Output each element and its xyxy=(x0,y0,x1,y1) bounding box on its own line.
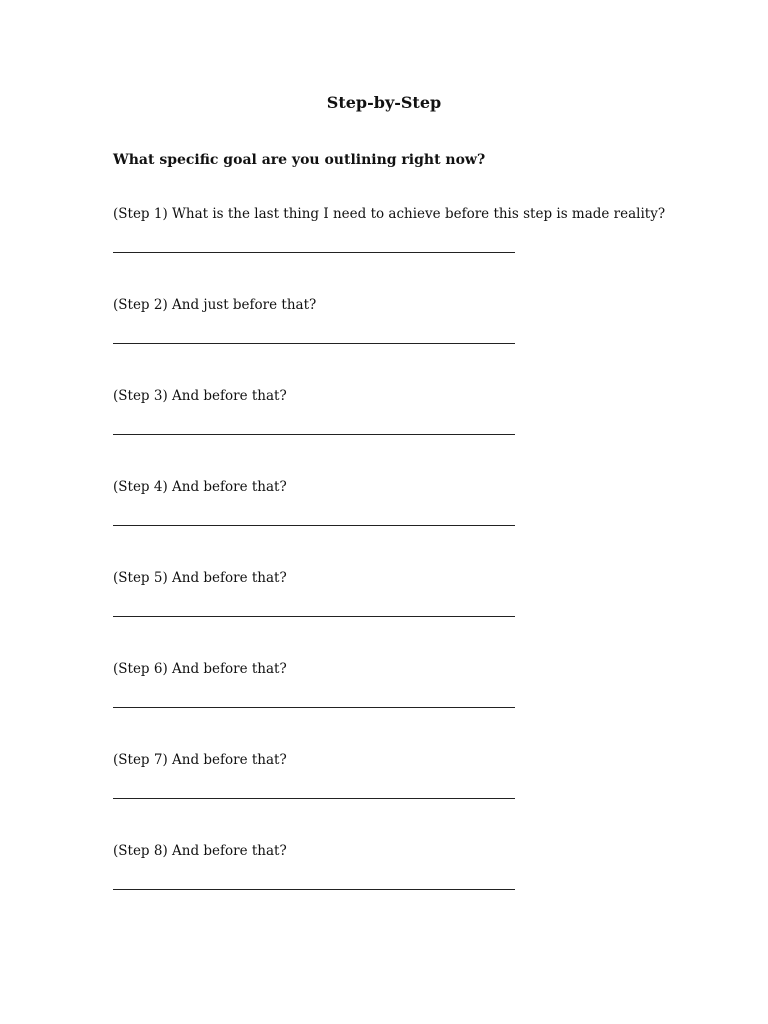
step-question: (Step 2) And just before that? xyxy=(113,297,317,313)
answer-line[interactable] xyxy=(113,707,515,708)
answer-line[interactable] xyxy=(113,798,515,799)
page-title: Step-by-Step xyxy=(326,93,442,112)
step-question: (Step 7) And before that? xyxy=(113,752,287,768)
step-question: (Step 1) What is the last thing I need to achieve before this step is made reality? xyxy=(113,206,666,222)
step-6 xyxy=(113,659,673,708)
goal-question: What specific goal are you outlining right now? xyxy=(113,152,486,168)
answer-line[interactable] xyxy=(113,434,515,435)
step-question: (Step 8) And before that? xyxy=(113,843,287,859)
step-3 xyxy=(113,386,673,435)
step-1 xyxy=(113,204,673,253)
answer-line[interactable] xyxy=(113,525,515,526)
answer-line[interactable] xyxy=(113,889,515,890)
answer-line[interactable] xyxy=(113,252,515,253)
step-question: (Step 4) And before that? xyxy=(113,479,287,495)
step-5 xyxy=(113,568,673,617)
step-question: (Step 3) And before that? xyxy=(113,388,287,404)
step-2 xyxy=(113,295,673,344)
step-8 xyxy=(113,841,673,890)
step-7 xyxy=(113,750,673,799)
step-question: (Step 5) And before that? xyxy=(113,570,287,586)
answer-line[interactable] xyxy=(113,343,515,344)
step-4 xyxy=(113,477,673,526)
answer-line[interactable] xyxy=(113,616,515,617)
step-question: (Step 6) And before that? xyxy=(113,661,287,677)
